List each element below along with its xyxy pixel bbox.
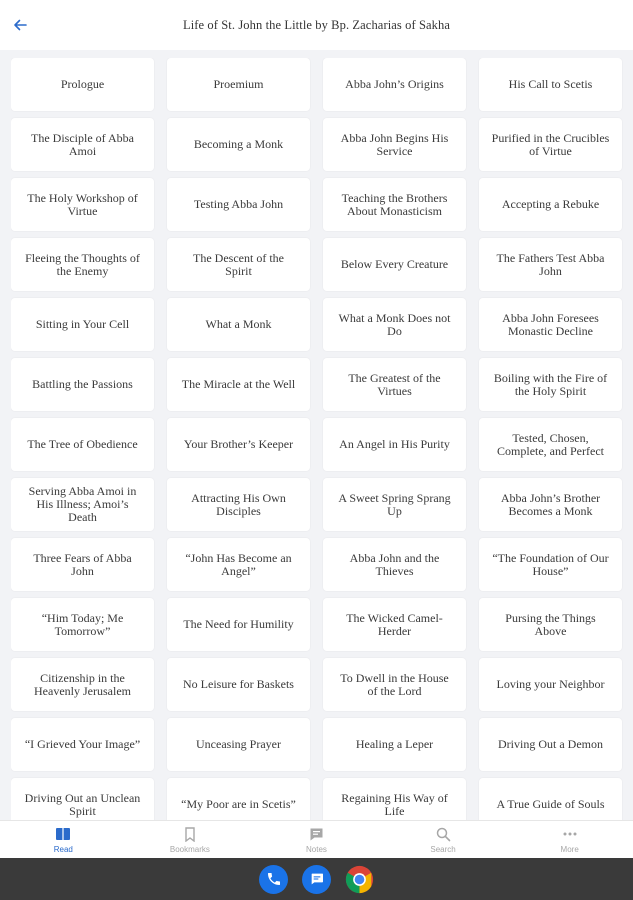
chapter-card[interactable]: Attracting His Own Disciples: [167, 478, 310, 531]
chapter-card[interactable]: Abba John Begins His Service: [323, 118, 466, 171]
chapter-card[interactable]: “John Has Become an Angel”: [167, 538, 310, 591]
chapter-card[interactable]: Becoming a Monk: [167, 118, 310, 171]
chapter-card[interactable]: Healing a Leper: [323, 718, 466, 771]
back-button[interactable]: [8, 13, 32, 37]
chapter-card[interactable]: The Disciple of Abba Amoi: [11, 118, 154, 171]
chapter-card[interactable]: Driving Out an Unclean Spirit: [11, 778, 154, 820]
more-horizontal-icon: [561, 826, 579, 842]
chapter-card[interactable]: Fleeing the Thoughts of the Enemy: [11, 238, 154, 291]
bookmark-icon: [181, 826, 199, 842]
chapter-card[interactable]: Proemium: [167, 58, 310, 111]
tab-label: Bookmarks: [169, 845, 210, 854]
chapter-card[interactable]: Below Every Creature: [323, 238, 466, 291]
arrow-left-icon: [12, 17, 28, 33]
tab-label: Notes: [306, 845, 327, 854]
chapter-card[interactable]: Boiling with the Fire of the Holy Spirit: [479, 358, 622, 411]
chapter-card[interactable]: Regaining His Way of Life: [323, 778, 466, 820]
page-title: Life of St. John the Little by Bp. Zacharias of Sakha: [182, 17, 451, 32]
chapter-card[interactable]: The Wicked Camel-Herder: [323, 598, 466, 651]
chapter-card[interactable]: Abba John Foresees Monastic Decline: [479, 298, 622, 351]
chapter-card[interactable]: Citizenship in the Heavenly Jerusalem: [11, 658, 154, 711]
chapter-card[interactable]: Three Fears of Abba John: [11, 538, 154, 591]
chapter-card[interactable]: The Greatest of the Virtues: [323, 358, 466, 411]
chapter-card[interactable]: No Leisure for Baskets: [167, 658, 310, 711]
chapter-card[interactable]: Driving Out a Demon: [479, 718, 622, 771]
chapter-card[interactable]: “The Foundation of Our House”: [479, 538, 622, 591]
system-dock: [0, 858, 633, 900]
chapter-card[interactable]: The Tree of Obedience: [11, 418, 154, 471]
chapter-card[interactable]: “My Poor are in Scetis”: [167, 778, 310, 820]
chapter-card[interactable]: Loving your Neighbor: [479, 658, 622, 711]
tab-more[interactable]: [506, 821, 633, 859]
chapter-card[interactable]: Abba John’s Brother Becomes a Monk: [479, 478, 622, 531]
book-open-icon: [54, 826, 72, 842]
app-header: [0, 0, 633, 50]
tab-notes[interactable]: [253, 821, 380, 859]
bottom-navigation: [0, 820, 633, 859]
messages-app-button[interactable]: [302, 865, 331, 894]
chapter-card[interactable]: Abba John’s Origins: [323, 58, 466, 111]
chrome-app-button[interactable]: [345, 865, 374, 894]
phone-app-button[interactable]: [259, 865, 288, 894]
chapter-card[interactable]: What a Monk: [167, 298, 310, 351]
chapter-card[interactable]: To Dwell in the House of the Lord: [323, 658, 466, 711]
chapter-card[interactable]: Teaching the Brothers About Monasticism: [323, 178, 466, 231]
chapter-card[interactable]: Battling the Passions: [11, 358, 154, 411]
chapter-card[interactable]: “I Grieved Your Image”: [11, 718, 154, 771]
chapter-card[interactable]: Serving Abba Amoi in His Illness; Amoi’s Death: [11, 478, 154, 531]
chapter-card[interactable]: Unceasing Prayer: [167, 718, 310, 771]
chapter-card[interactable]: “Him Today; Me Tomorrow”: [11, 598, 154, 651]
chapter-card[interactable]: Pursing the Things Above: [479, 598, 622, 651]
chapter-card[interactable]: An Angel in His Purity: [323, 418, 466, 471]
chapter-card[interactable]: Accepting a Rebuke: [479, 178, 622, 231]
chapter-card[interactable]: His Call to Scetis: [479, 58, 622, 111]
chapter-card[interactable]: Your Brother’s Keeper: [167, 418, 310, 471]
chapter-grid: [11, 58, 623, 820]
chapter-card[interactable]: The Descent of the Spirit: [167, 238, 310, 291]
chapter-card[interactable]: A True Guide of Souls: [479, 778, 622, 820]
chapter-card[interactable]: Purified in the Crucibles of Virtue: [479, 118, 622, 171]
chapter-card[interactable]: Prologue: [11, 58, 154, 111]
tab-label: Search: [430, 845, 456, 854]
tab-label: More: [560, 845, 579, 854]
chapter-card[interactable]: The Need for Humility: [167, 598, 310, 651]
tab-search[interactable]: [380, 821, 507, 859]
chapter-card[interactable]: The Holy Workshop of Virtue: [11, 178, 154, 231]
phone-icon: [266, 871, 282, 887]
chapter-card[interactable]: Tested, Chosen, Complete, and Perfect: [479, 418, 622, 471]
tab-label: Read: [53, 845, 73, 854]
chapter-card[interactable]: The Miracle at the Well: [167, 358, 310, 411]
tab-bookmarks[interactable]: [127, 821, 254, 859]
chrome-icon: [345, 865, 374, 894]
chapter-card[interactable]: Abba John and the Thieves: [323, 538, 466, 591]
chapter-card[interactable]: The Fathers Test Abba John: [479, 238, 622, 291]
chapter-card[interactable]: A Sweet Spring Sprang Up: [323, 478, 466, 531]
tab-read[interactable]: [0, 821, 127, 859]
chapter-card[interactable]: What a Monk Does not Do: [323, 298, 466, 351]
chapter-card[interactable]: Testing Abba John: [167, 178, 310, 231]
messages-icon: [309, 871, 325, 887]
note-icon: [307, 826, 325, 842]
search-icon: [434, 826, 452, 842]
chapter-card[interactable]: Sitting in Your Cell: [11, 298, 154, 351]
